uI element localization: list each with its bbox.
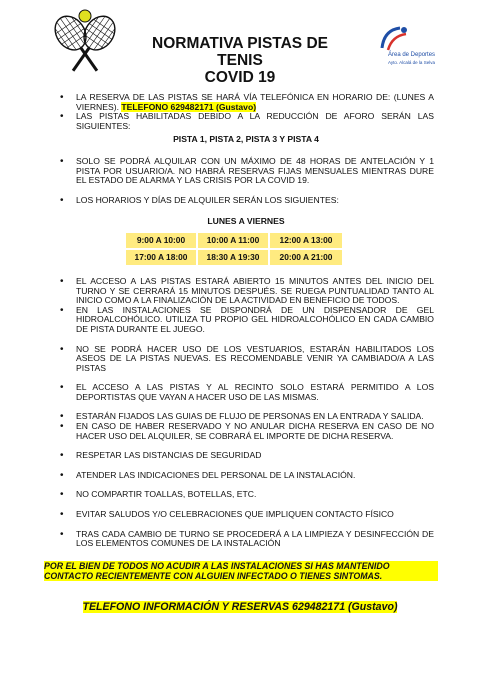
rule-max-48h <box>58 157 434 186</box>
rule-flow-guides-text: ESTARÁN FIJADOS LAS GUIAS DE FLUJO DE PERSONAS EN LA ENTRADA Y SALIDA. <box>76 411 424 422</box>
tennis-rackets-icon <box>44 8 126 82</box>
rule-access-time <box>58 277 434 306</box>
rule-courts <box>58 112 434 131</box>
rule-courts-text: LAS PISTAS HABILITADAS DEBIDO A LA REDUCCIÓN DE AFORO SERÁN LAS SIGUIENTES: <box>76 111 434 131</box>
rule-access-athletes <box>58 383 434 402</box>
sports-emblem-icon <box>374 24 414 54</box>
logo-subtext: Ayto. Alcalá de la Selva <box>388 60 435 65</box>
rule-access-time-text: EL ACCESO A LAS PISTAS ESTARÁ ABIERTO 15 MINUTOS ANTES DEL INICIO DEL TURNO Y SE CERRARÁ 15 MINUTOS DESPUÉS. SE RUEGA PUNTUALIDAD TANTO AL INICIO COMO A LA FINALIZACIÓN DE LA ACTIVIDAD EN BENEFICIO DE TODOS. <box>76 275 434 306</box>
rule-gel-text: EN LAS INSTALACIONES SE DISPONDRÁ DE UN DISPENSADOR DE GEL HIDROALCOHÓLICO. UTILIZA TU PROPIO GEL HIDROALCOHÓLICO EN CADA CAMBIO DE PISTA DURANTE EL JUEGO. <box>76 304 434 334</box>
courts-list: PISTA 1, PISTA 2, PISTA 3 Y PISTA 4 <box>173 134 319 145</box>
rule-access-athletes-text: EL ACCESO A LAS PISTAS Y AL RECINTO SOLO ESTARÁ PERMITIDO A LOS DEPORTISTAS QUE VAYAN A HACER USO DE LAS MISMAS. <box>76 382 434 402</box>
footer-phone: TELEFONO INFORMACIÓN Y RESERVAS 629482171 (Gustavo) <box>82 601 398 613</box>
logo-text: Área de Deportes <box>388 52 436 58</box>
rule-staff-text: ATENDER LAS INDICACIONES DEL PERSONAL DE LA INSTALACIÓN. <box>76 469 356 480</box>
poster-title <box>130 35 350 86</box>
rules-list-1 <box>58 93 434 131</box>
covid-warning: POR EL BIEN DE TODOS NO ACUDIR A LAS INSTALACIONES SI HAS MANTENIDO CONTACTO RECIENTEMENTE CON ALGUIEN INFECTADO O TIENES SINTOMAS. <box>44 561 438 581</box>
rules-list-2 <box>58 157 434 205</box>
schedule-table <box>124 231 344 267</box>
rule-distance <box>58 451 434 461</box>
rule-cancellation-text: EN CASO DE HABER RESERVADO Y NO ANULAR DICHA RESERVA EN CASO DE NO HACER USO DEL ALQUILER, SE COBRARÁ EL IMPORTE DE DICHA RESERVA. <box>76 421 434 441</box>
schedule-cell: 17:00 A 18:00 <box>125 249 197 266</box>
rule-cancellation <box>58 422 434 441</box>
rule-cleaning <box>58 530 434 549</box>
rules-content <box>58 93 434 549</box>
schedule-cell: 9:00 A 10:00 <box>125 232 197 249</box>
schedule-cell: 12:00 A 13:00 <box>269 232 343 249</box>
rule-no-sharing <box>58 490 434 500</box>
schedule-cell: 10:00 A 11:00 <box>197 232 269 249</box>
rule-distance-text: RESPETAR LAS DISTANCIAS DE SEGURIDAD <box>76 450 262 461</box>
reservation-phone: TELEFONO 629482171 (Gustavo) <box>121 101 257 112</box>
rule-changing-rooms-text: NO SE PODRÁ HACER USO DE LOS VESTUARIOS, ESTARÁN HABILITADOS LOS ASEOS DE LA PISTAS NUEVAS. ES RECOMENDABLE VENIR YA CAMBIADO/A A LAS PISTAS <box>76 343 434 373</box>
title-line-2: COVID 19 <box>204 69 276 86</box>
rule-gel <box>58 306 434 335</box>
schedule-title: LUNES A VIERNES <box>207 216 285 227</box>
rule-reservation-text: LA RESERVA DE LAS PISTAS SE HARÁ VÍA TELEFÓNICA EN HORARIO DE: (LUNES A VIERNES). <box>76 92 434 112</box>
rule-no-contact <box>58 510 434 520</box>
rules-list-3 <box>58 277 434 549</box>
rule-no-sharing-text: NO COMPARTIR TOALLAS, BOTELLAS, ETC. <box>76 489 257 500</box>
sports-area-logo <box>372 24 444 78</box>
rule-cleaning-text: TRAS CADA CAMBIO DE TURNO SE PROCEDERÁ A LA LIMPIEZA Y DESINFECCIÓN DE LOS ELEMENTOS COMUNES DE LA INSTALACIÓN <box>76 528 434 549</box>
footer-contact <box>70 601 410 613</box>
title-line-1: NORMATIVA PISTAS DE TENIS <box>152 35 328 69</box>
schedule-cell: 18:30 A 19:30 <box>197 249 269 266</box>
rule-max-48h-text: SOLO SE PODRÁ ALQUILAR CON UN MÁXIMO DE 48 HORAS DE ANTELACIÓN Y 1 PISTA POR USUARIO/A. NO HABRÁ RESERVAS FIJAS MENSUALES MIENTRAS DURE EL ESTADO DE ALARMA Y LAS CRISIS POR LA COVID 19. <box>76 155 434 186</box>
schedule-row <box>125 232 343 249</box>
schedule-row <box>125 249 343 266</box>
rule-no-contact-text: EVITAR SALUDOS Y/O CELEBRACIONES QUE IMPLIQUEN CONTACTO FÍSICO <box>76 509 394 520</box>
rule-reservation <box>58 93 434 112</box>
rule-staff <box>58 471 434 481</box>
schedule-cell: 20:00 A 21:00 <box>269 249 343 266</box>
rule-schedule-intro <box>58 196 434 206</box>
rule-schedule-intro-text: LOS HORARIOS Y DÍAS DE ALQUILER SERÁN LOS SIGUIENTES: <box>76 194 339 205</box>
rule-changing-rooms <box>58 345 434 374</box>
